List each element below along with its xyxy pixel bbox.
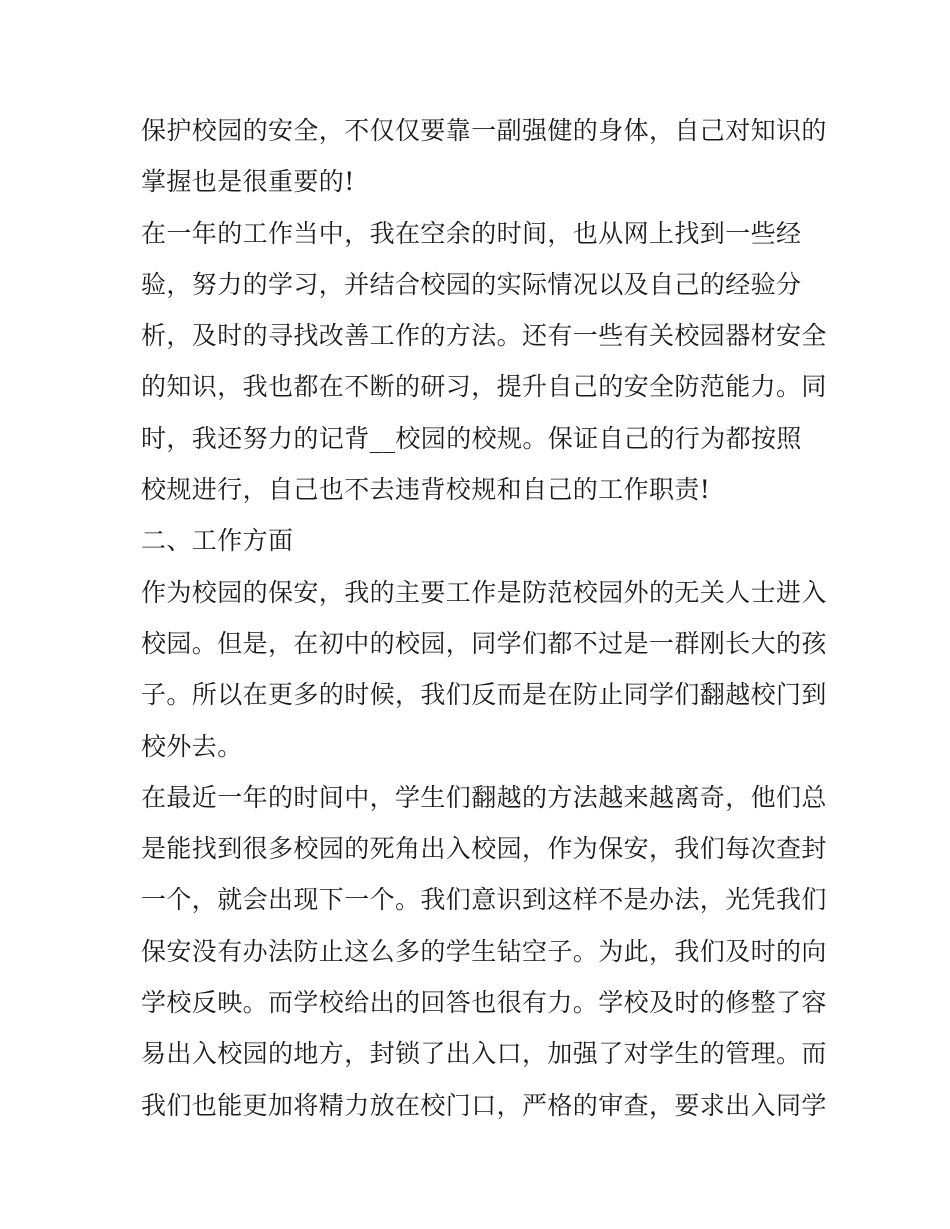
text-line: 是能找到很多校园的死角出入校园，作为保安，我们每次查封: [141, 834, 827, 864]
text-line: 验，努力的学习，并结合校园的实际情况以及自己的经验分: [141, 269, 802, 299]
text-line: 一个，就会出现下一个。我们意识到这样不是办法，光凭我们: [141, 885, 827, 915]
text-line: 我们也能更加将精力放在校门口，严格的审查，要求出入同学: [141, 1090, 827, 1120]
text-line: 保护校园的安全，不仅仅要靠一副强健的身体，自己对知识的: [141, 116, 827, 145]
text-line: 子。所以在更多的时候，我们反而是在防止同学们翻越校门到: [141, 680, 827, 710]
text-line: 掌握也是很重要的!: [141, 167, 355, 197]
text-line: 校园。但是，在初中的校园，同学们都不过是一群刚长大的孩: [141, 628, 827, 658]
text-line: 在最近一年的时间中，学生们翻越的方法越来越离奇，他们总: [141, 782, 827, 812]
text-line: 作为校园的保安，我的主要工作是防范校园外的无关人士进入: [141, 577, 827, 607]
text-line: 保安没有办法防止这么多的学生钻空子。为此，我们及时的向: [141, 936, 827, 966]
text-line: 学校反映。而学校给出的回答也很有力。学校及时的修整了容: [141, 988, 827, 1018]
text-line: 在一年的工作当中，我在空余的时间，也从网上找到一些经: [141, 218, 802, 248]
text-line: 的知识，我也都在不断的研习，提升自己的安全防范能力。同: [141, 372, 827, 402]
text-line: 校规进行，自己也不去违背校规和自己的工作职责!: [141, 475, 711, 505]
section-heading: 二、工作方面: [141, 526, 294, 556]
document-body: [141, 105, 827, 1131]
text-line: 校外去。: [141, 731, 243, 761]
text-line: 析，及时的寻找改善工作的方法。还有一些有关校园器材安全: [141, 321, 827, 351]
text-line: 易出入校园的地方，封锁了出入口，加强了对学生的管理。而: [141, 1039, 827, 1069]
text-line: 时，我还努力的记背__校园的校规。保证自己的行为都按照: [141, 423, 802, 453]
